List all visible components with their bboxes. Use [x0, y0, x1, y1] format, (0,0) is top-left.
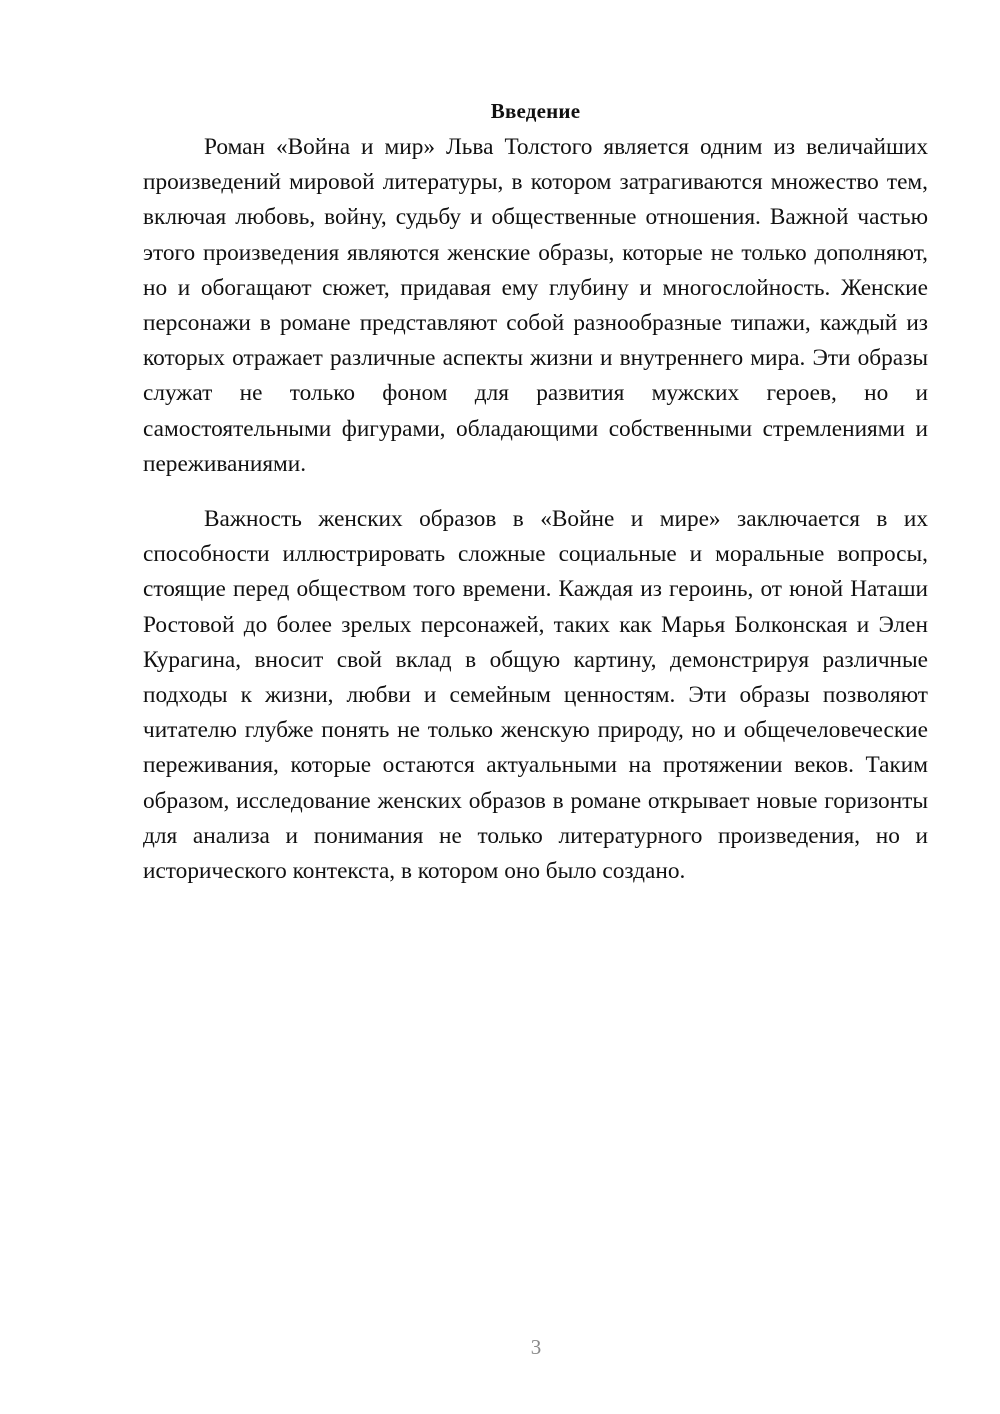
page-content	[143, 96, 928, 889]
page-number: 3	[530, 1335, 542, 1359]
paragraph-2: Важность женских образов в «Войне и мире» заключается в их способности иллюстрировать сложные социальные и моральные вопросы, стоящие перед обществом того времени. Каждая из героинь, от юной Наташи Ростовой до более зрелых персонажей, таких как Марья Болконская и Элен Курагина, вносит свой вклад в общую картину, демонстрируя различные подходы к жизни, любви и семейным ценностям. Эти образы позволяют читателю глубже понять не только женскую природу, но и общечеловеческие переживания, которые остаются актуальными на протяжении веков. Таким образом, исследование женских образов в романе открывает новые горизонты для анализа и понимания не только литературного произведения, но и исторического контекста, в котором оно было создано.	[143, 506, 928, 885]
section-title: Введение	[490, 99, 581, 123]
paragraph-1: Роман «Война и мир» Льва Толстого является одним из величайших произведений мировой литературы, в котором затрагиваются множество тем, включая любовь, войну, судьбу и общественные отношения. Важной частью этого произведения являются женские образы, которые не только дополняют, но и обогащают сюжет, придавая ему глубину и многослойность. Женские персонажи в романе представляют собой разнообразные типажи, каждый из которых отражает различные аспекты жизни и внутреннего мира. Эти образы служат не только фоном для развития мужских героев, но и самостоятельными фигурами, обладающими собственными стремлениями и переживаниями.	[143, 134, 928, 477]
